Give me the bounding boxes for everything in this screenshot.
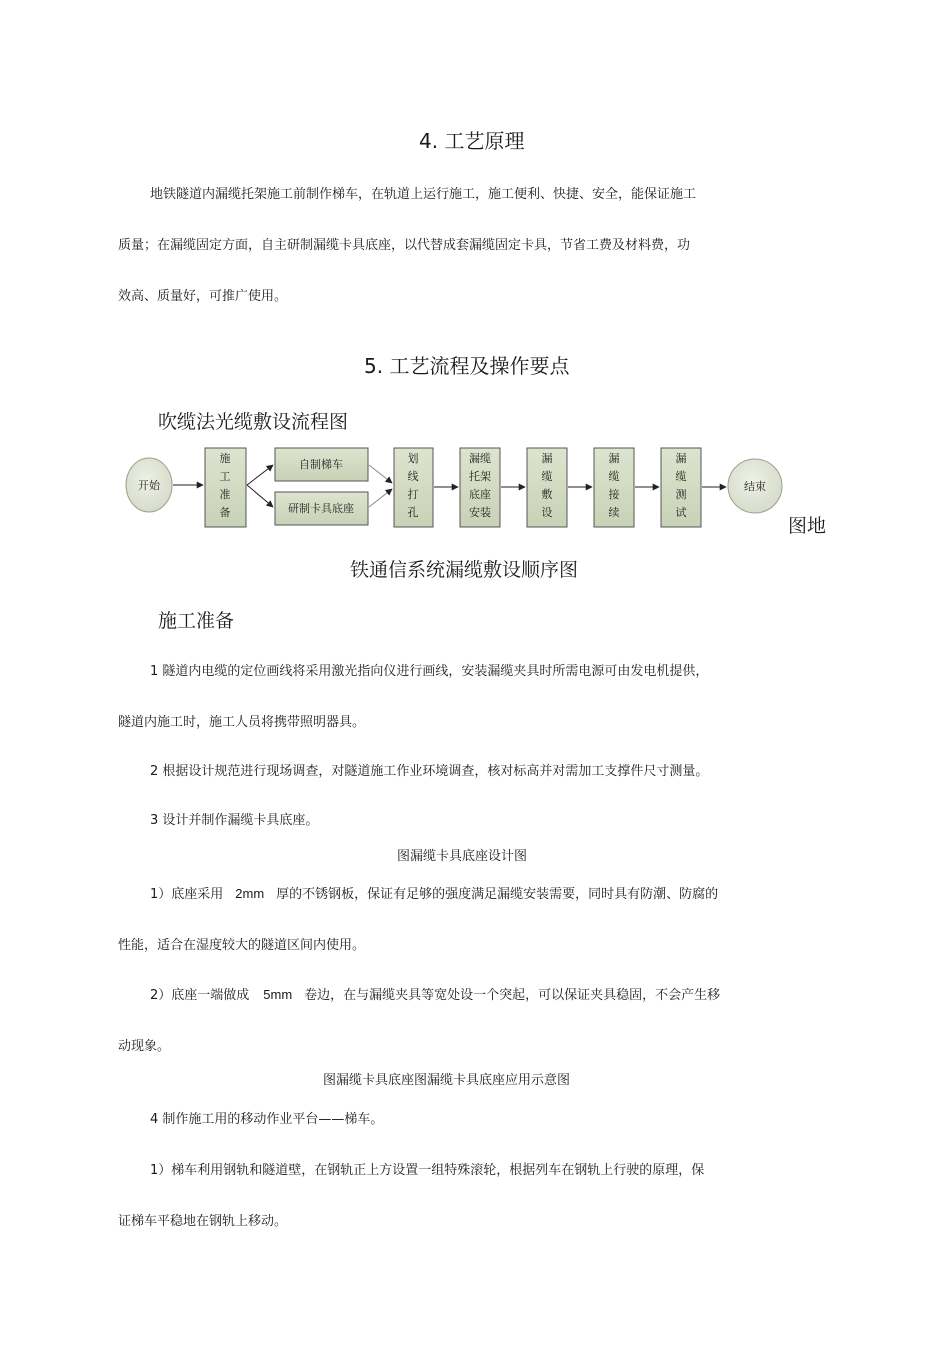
flow-caption: 铁通信系统漏缆敷设顺序图 [350,559,579,581]
prep-sub-1-pre: 1）底座采用 [150,887,224,902]
flow-test-char-4: 试 [675,506,687,519]
flow-end-node [728,459,782,513]
arrow [369,465,392,483]
prep-sub-1-num: 2mm [235,886,265,901]
flow-drill-node [394,448,433,527]
flow-branch-top-node [275,448,368,481]
flow-drill-char-2: 线 [407,470,419,483]
flow-prep-char-2: 工 [219,470,231,483]
flow-bracket-line-1: 漏缆 [469,452,491,465]
prep-item-3: 3 设计并制作漏缆卡具底座。 [150,813,319,828]
flow-bracket-line-4: 安装 [469,506,491,519]
process-flowchart [118,443,788,533]
prep-sub-1-line-2: 性能，适合在湿度较大的隧道区间内使用。 [118,938,366,953]
prep-sub-2-line-2: 动现象。 [118,1039,171,1054]
flow-prep-node [205,448,246,527]
flow-lay-char-2: 缆 [541,470,553,483]
prep-sub-1-line-1 [150,883,718,902]
prep-sub-2-line-1 [150,984,720,1003]
flow-start-node [126,458,172,512]
flow-drill-char-1: 划 [407,452,419,465]
flow-splice-char-3: 接 [608,488,620,501]
flow-splice-char-2: 缆 [608,470,620,483]
flow-bracket-line-2: 托架 [469,470,491,483]
flow-end-label: 结束 [744,480,766,493]
flow-test-char-2: 缆 [675,470,687,483]
flow-test-char-3: 测 [675,488,687,501]
prep-sub-4-line-2: 证梯车平稳地在钢轨上移动。 [118,1214,288,1229]
flow-bracket-node [460,448,500,527]
prep-item-1-line-1: 1 隧道内电缆的定位画线将采用激光指向仪进行画线，安装漏缆夹具时所需电源可由发电机提供， [150,664,709,679]
flow-bracket-line-3: 底座 [469,488,491,501]
flow-lay-char-3: 敷 [541,488,553,501]
arrow [247,465,273,485]
figure-caption-2: 图漏缆卡具底座图漏缆卡具底座应用示意图 [323,1073,571,1088]
flow-test-char-1: 漏 [675,452,687,465]
arrow [247,485,273,507]
flow-lay-char-4: 设 [541,506,553,519]
flow-branch-bottom-node [275,492,368,525]
section-4-line-3: 效高、质量好，可推广使用。 [118,289,288,304]
flow-prep-char-4: 备 [219,506,231,519]
section-5-title: 5. 工艺流程及操作要点 [364,354,570,378]
prep-item-4: 4 制作施工用的移动作业平台——梯车。 [150,1112,384,1127]
flow-branch-top-label: 自制梯车 [299,458,343,471]
flow-title: 吹缆法光缆敷设流程图 [158,411,349,433]
prep-sub-2-pre: 2）底座一端做成 [150,988,250,1003]
flow-splice-char-4: 续 [608,506,620,519]
section-4-title: 4. 工艺原理 [419,129,525,153]
section-4-line-2: 质量；在漏缆固定方面，自主研制漏缆卡具底座，以代替成套漏缆固定卡具，节省工费及材料费，功 [118,238,691,253]
prep-sub-2-post: 卷边，在与漏缆夹具等宽处设一个突起，可以保证夹具稳固，不会产生移 [304,988,721,1003]
prep-sub-1-post: 厚的不锈钢板，保证有足够的强度满足漏缆安装需要，同时具有防潮、防腐的 [276,887,719,902]
prep-item-2: 2 根据设计规范进行现场调查，对隧道施工作业环境调查，核对标高并对需加工支撑件尺寸测量。 [150,764,709,779]
flow-lay-char-1: 漏 [541,452,553,465]
prep-sub-2-num: 5mm [263,987,293,1002]
prep-item-1-line-2: 隧道内施工时，施工人员将携带照明器具。 [118,715,366,730]
prep-heading: 施工准备 [158,610,235,632]
section-4-line-1: 地铁隧道内漏缆托架施工前制作梯车，在轨道上运行施工，施工便利、快捷、安全，能保证施工 [150,187,697,202]
flow-start-label: 开始 [138,479,160,492]
flow-drill-char-3: 打 [407,488,419,501]
flow-prep-char-1: 施 [219,452,231,465]
flow-splice-node [594,448,634,527]
figure-caption-1: 图漏缆卡具底座设计图 [397,849,528,864]
flow-prep-char-3: 准 [219,488,231,501]
flow-tail-text: 图地 [788,515,827,537]
flow-drill-char-4: 孔 [407,506,419,519]
flow-lay-node [527,448,567,527]
flow-splice-char-1: 漏 [608,452,620,465]
flow-test-node [661,448,701,527]
prep-sub-4-line-1: 1）梯车利用钢轨和隧道壁，在钢轨正上方设置一组特殊滚轮，根据列车在钢轨上行驶的原理，保 [150,1163,705,1178]
flow-branch-bottom-label: 研制卡具底座 [288,502,354,515]
arrow [369,489,392,507]
